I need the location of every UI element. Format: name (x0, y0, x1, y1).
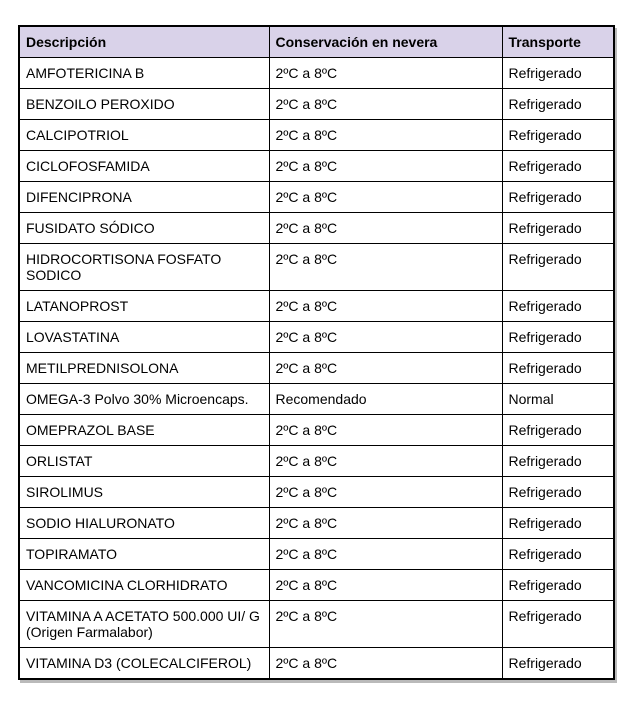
cell-transporte: Refrigerado (502, 89, 614, 120)
table-row (19, 182, 614, 213)
cell-transporte: Refrigerado (502, 648, 614, 680)
cell-transporte: Refrigerado (502, 120, 614, 151)
cell-transporte: Refrigerado (502, 415, 614, 446)
cell-descripcion: LOVASTATINA (19, 322, 269, 353)
cell-descripcion: DIFENCIPRONA (19, 182, 269, 213)
cell-descripcion: VITAMINA D3 (COLECALCIFEROL) (19, 648, 269, 680)
cell-conservacion: 2ºC a 8ºC (269, 322, 502, 353)
cell-descripcion: CALCIPOTRIOL (19, 120, 269, 151)
cell-transporte: Refrigerado (502, 353, 614, 384)
cell-conservacion: 2ºC a 8ºC (269, 151, 502, 182)
column-header-descripcion: Descripción (19, 26, 269, 58)
cell-conservacion: Recomendado (269, 384, 502, 415)
cell-transporte: Refrigerado (502, 508, 614, 539)
cell-descripcion: BENZOILO PEROXIDO (19, 89, 269, 120)
cell-conservacion: 2ºC a 8ºC (269, 508, 502, 539)
cell-transporte: Refrigerado (502, 570, 614, 601)
cell-transporte: Normal (502, 384, 614, 415)
cell-descripcion: HIDROCORTISONA FOSFATO SODICO (19, 244, 269, 291)
cell-transporte: Refrigerado (502, 244, 614, 291)
table-row (19, 570, 614, 601)
table-body (19, 58, 614, 680)
cell-transporte: Refrigerado (502, 213, 614, 244)
cell-conservacion: 2ºC a 8ºC (269, 570, 502, 601)
cell-descripcion: ORLISTAT (19, 446, 269, 477)
cell-transporte: Refrigerado (502, 539, 614, 570)
cell-conservacion: 2ºC a 8ºC (269, 58, 502, 89)
table-row (19, 477, 614, 508)
cell-transporte: Refrigerado (502, 322, 614, 353)
table-row (19, 384, 614, 415)
table-row (19, 648, 614, 680)
cell-conservacion: 2ºC a 8ºC (269, 415, 502, 446)
cell-conservacion: 2ºC a 8ºC (269, 182, 502, 213)
table-row (19, 508, 614, 539)
cell-conservacion: 2ºC a 8ºC (269, 539, 502, 570)
cell-transporte: Refrigerado (502, 477, 614, 508)
cell-descripcion: VITAMINA A ACETATO 500.000 UI/ G (Origen Farmalabor) (19, 601, 269, 648)
cell-transporte: Refrigerado (502, 601, 614, 648)
cell-conservacion: 2ºC a 8ºC (269, 89, 502, 120)
cell-transporte: Refrigerado (502, 291, 614, 322)
cell-transporte: Refrigerado (502, 58, 614, 89)
cell-descripcion: AMFOTERICINA B (19, 58, 269, 89)
cell-descripcion: OMEPRAZOL BASE (19, 415, 269, 446)
cell-conservacion: 2ºC a 8ºC (269, 120, 502, 151)
table-row (19, 539, 614, 570)
cell-descripcion: METILPREDNISOLONA (19, 353, 269, 384)
table-row (19, 244, 614, 291)
cell-descripcion: SIROLIMUS (19, 477, 269, 508)
cell-conservacion: 2ºC a 8ºC (269, 291, 502, 322)
table-row (19, 213, 614, 244)
cell-conservacion: 2ºC a 8ºC (269, 601, 502, 648)
cell-descripcion: FUSIDATO SÓDICO (19, 213, 269, 244)
table-header-row (19, 26, 614, 58)
column-header-conservacion: Conservación en nevera (269, 26, 502, 58)
cell-descripcion: VANCOMICINA CLORHIDRATO (19, 570, 269, 601)
cell-descripcion: LATANOPROST (19, 291, 269, 322)
cell-conservacion: 2ºC a 8ºC (269, 213, 502, 244)
storage-conditions-table (18, 25, 615, 680)
table-row (19, 446, 614, 477)
table-row (19, 601, 614, 648)
cell-transporte: Refrigerado (502, 446, 614, 477)
table-row (19, 322, 614, 353)
cell-descripcion: OMEGA-3 Polvo 30% Microencaps. (19, 384, 269, 415)
table-row (19, 415, 614, 446)
cell-descripcion: CICLOFOSFAMIDA (19, 151, 269, 182)
cell-conservacion: 2ºC a 8ºC (269, 353, 502, 384)
table-row (19, 89, 614, 120)
table-row (19, 291, 614, 322)
table-row (19, 120, 614, 151)
table-row (19, 151, 614, 182)
cell-conservacion: 2ºC a 8ºC (269, 244, 502, 291)
cell-descripcion: TOPIRAMATO (19, 539, 269, 570)
cell-transporte: Refrigerado (502, 151, 614, 182)
cell-descripcion: SODIO HIALURONATO (19, 508, 269, 539)
cell-transporte: Refrigerado (502, 182, 614, 213)
table-row (19, 58, 614, 89)
cell-conservacion: 2ºC a 8ºC (269, 446, 502, 477)
table-row (19, 353, 614, 384)
cell-conservacion: 2ºC a 8ºC (269, 648, 502, 680)
cell-conservacion: 2ºC a 8ºC (269, 477, 502, 508)
column-header-transporte: Transporte (502, 26, 614, 58)
